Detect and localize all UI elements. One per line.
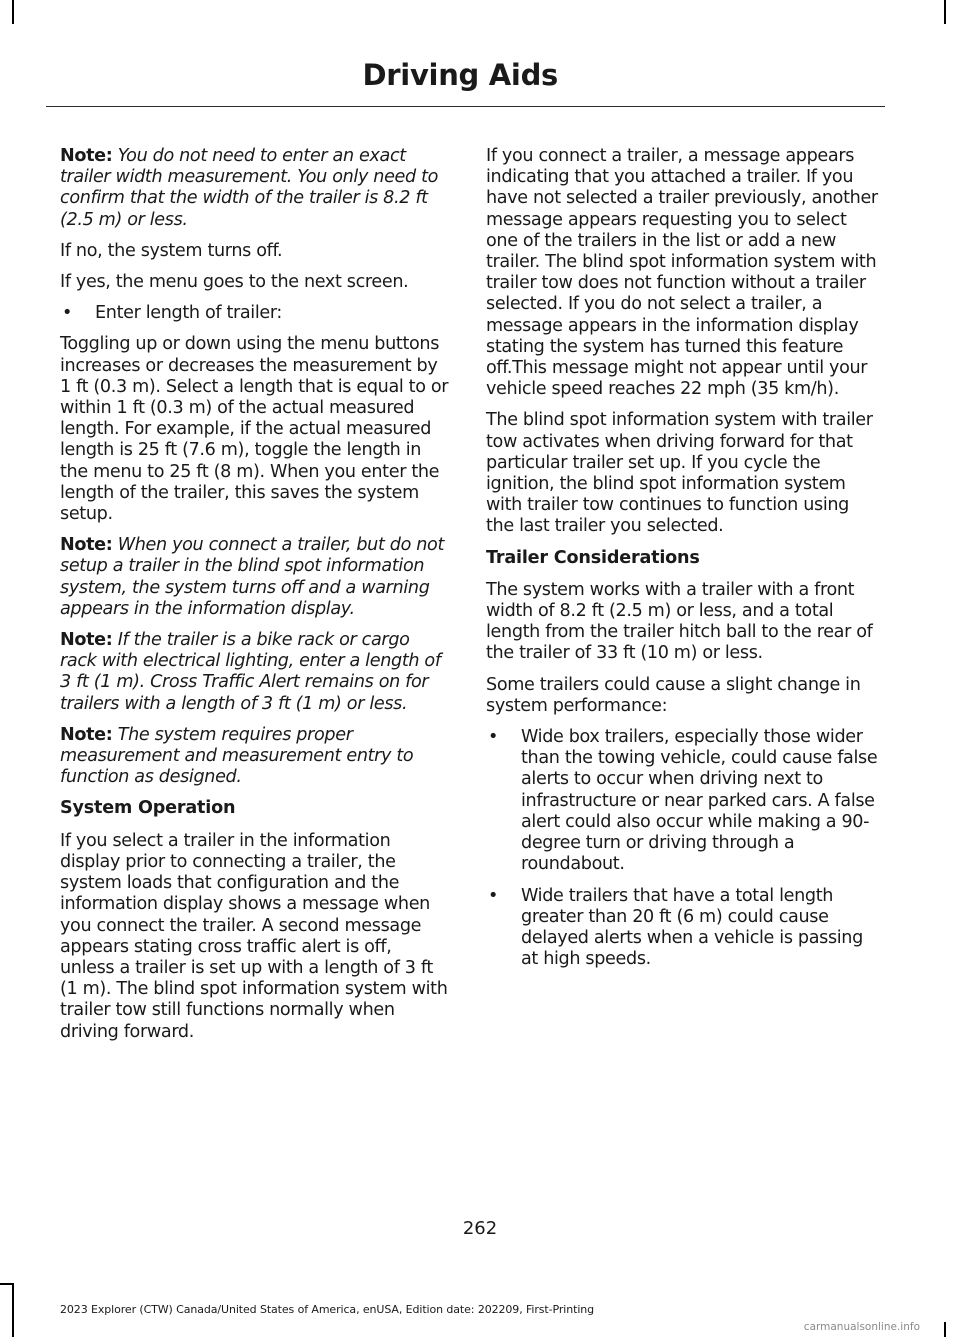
crop-mark-top-right bbox=[944, 0, 946, 24]
note-connect-trailer bbox=[60, 535, 450, 620]
list-item-wide-box-trailers bbox=[486, 727, 882, 875]
list-item-text: Wide box trailers, especially those wider than the towing vehicle, could cause false alerts to occur when driving next to infrastructure or near parked cars. A false alert could also occur while making a 90-degree turn or driving through a roundabout. bbox=[521, 727, 878, 875]
note-text: When you connect a trailer, but do not setup a trailer in the blind spot information system, the system turns off and a warning appears in the information display. bbox=[60, 535, 445, 619]
list-item-wide-trailers bbox=[486, 886, 882, 971]
page-title: Driving Aids bbox=[362, 58, 558, 92]
note-exact-width bbox=[60, 146, 450, 231]
paragraph-some-trailers: Some trailers could cause a slight change in system performance: bbox=[486, 674, 861, 716]
crop-mark-bottom-left-horizontal bbox=[0, 1283, 14, 1285]
heading-system-operation: System Operation bbox=[60, 798, 236, 819]
crop-mark-bottom-right-vertical bbox=[944, 1322, 946, 1337]
note-text: You do not need to enter an exact trailer width measurement. You only need to confirm that the width of the trailer is 8.2 ft (2.5 m) or less. bbox=[60, 146, 439, 230]
note-label: Note: bbox=[60, 724, 113, 745]
note-proper-measurement bbox=[60, 725, 450, 789]
note-text: If the trailer is a bike rack or cargo rack with electrical lighting, enter a length of 3 ft (1 m). Cross Traffic Alert remains on for trailers with a length of 3 ft (1 m) or less. bbox=[60, 630, 441, 714]
note-bike-rack bbox=[60, 630, 450, 715]
list-item-enter-length bbox=[60, 303, 450, 324]
paragraph-works-with: The system works with a trailer with a front width of 8.2 ft (2.5 m) or less, and a total length from the trailer hitch ball to the rear of the trailer of 33 ft (10 m) or less. bbox=[486, 579, 873, 664]
note-text: The system requires proper measurement and measurement entry to function as designed. bbox=[60, 724, 414, 788]
crop-mark-top-left bbox=[12, 0, 14, 24]
paragraph-connect-trailer: If you connect a trailer, a message appears indicating that you attached a trailer. If you have not selected a trailer previously, another message appears requesting you to select one of the trailers in the list or add a new trailer. The blind spot information system with trailer tow does not function without a trailer selected. If you do not select a trailer, a message appears in the information display stating the system has turned this feature off.This message might not appear until your vehicle speed reaches 22 mph (35 km/h). bbox=[486, 146, 878, 400]
paragraph-if-yes: If yes, the menu goes to the next screen. bbox=[60, 272, 409, 293]
paragraph-system-operation: If you select a trailer in the information display prior to connecting a trailer, the system loads that configuration and the information display shows a message when you connect the trailer. A second message appears stating cross traffic alert is off, unless a trailer is set up with a length of 3 ft (1 m). The blind spot information system with trailer tow still functions normally when driving forward. bbox=[60, 830, 448, 1042]
bullet-marker: • bbox=[488, 727, 499, 748]
heading-trailer-considerations: Trailer Considerations bbox=[486, 547, 700, 568]
watermark: carmanualsonline.info bbox=[803, 1321, 920, 1333]
bullet-marker: • bbox=[488, 885, 499, 906]
note-label: Note: bbox=[60, 146, 113, 166]
edition-footer: 2023 Explorer (CTW) Canada/United States of America, enUSA, Edition date: 202209, First-Printing bbox=[60, 1303, 595, 1316]
paragraph-toggling: Toggling up or down using the menu buttons increases or decreases the measurement by 1 ft (0.3 m). Select a length that is equal to or within 1 ft (0.3 m) of the actual measured length. For example, if the actual measured length is 25 ft (7.6 m), toggle the length in the menu to 25 ft (8 m). When you enter the length of the trailer, this saves the system setup. bbox=[60, 334, 449, 525]
paragraph-activates: The blind spot information system with trailer tow activates when driving forward for that particular trailer set up. If you cycle the ignition, the blind spot information system with trailer tow continues to function using the last trailer you selected. bbox=[486, 410, 873, 537]
list-item-text: Wide trailers that have a total length greater than 20 ft (6 m) could cause delayed alerts when a vehicle is passing at high speeds. bbox=[521, 885, 863, 970]
right-column bbox=[486, 146, 882, 980]
left-column bbox=[60, 146, 450, 1053]
note-label: Note: bbox=[60, 535, 113, 556]
page-number: 262 bbox=[462, 1218, 498, 1239]
bullet-marker: • bbox=[62, 303, 73, 324]
list-item-text: Enter length of trailer: bbox=[95, 303, 283, 324]
note-label: Note: bbox=[60, 630, 113, 651]
crop-mark-bottom-left-vertical bbox=[12, 1283, 14, 1337]
header-divider bbox=[46, 106, 885, 107]
paragraph-if-no: If no, the system turns off. bbox=[60, 240, 283, 261]
